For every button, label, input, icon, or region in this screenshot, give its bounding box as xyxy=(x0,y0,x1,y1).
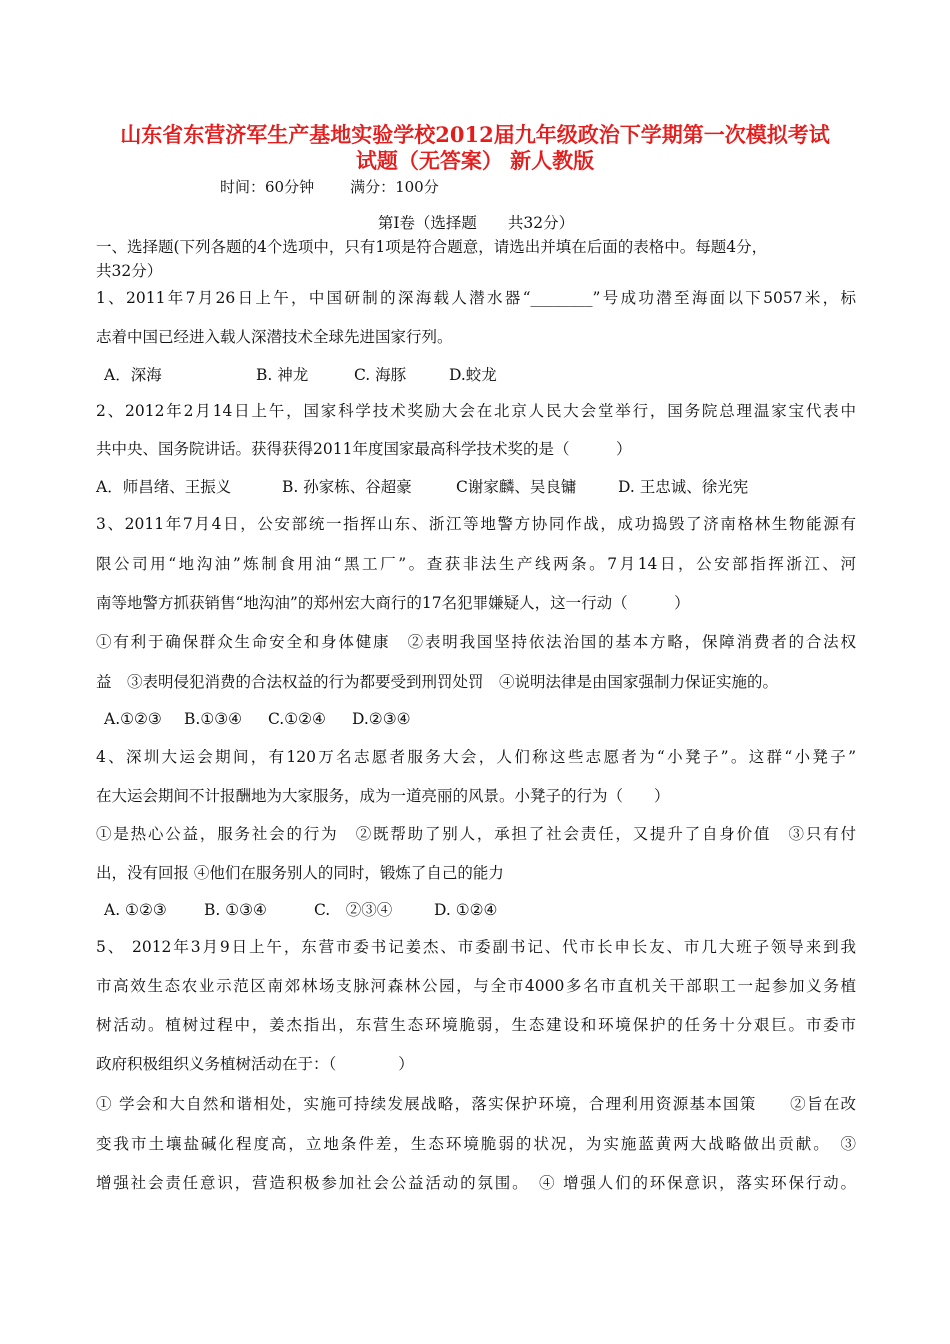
question-3-line: 3、2011年7月4日，公安部统一指挥山东、浙江等地警方协同作战，成功捣毁了济南格林生物能源有 xyxy=(96,515,856,533)
instruction-line: 共32分） xyxy=(96,262,163,280)
question-2-options xyxy=(96,476,748,498)
question-4-line: 4、深圳大运会期间，有120万名志愿者服务大会，人们称这些志愿者为“小凳子”。这群“小凳子” xyxy=(96,748,856,766)
exam-title-line1: 山东省东营济军生产基地实验学校2012届九年级政治下学期第一次模拟考试 xyxy=(120,122,830,147)
question-5-line: 5、 2012年3月9日上午，东营市委书记姜杰、市委副书记、代市长申长友、市几大班子领导来到我 xyxy=(96,938,856,956)
exam-title-line2: 试题（无答案） 新人教版 xyxy=(355,148,595,173)
option-d: D.蛟龙 xyxy=(449,366,497,384)
option-d: D. 王忠诚、徐光宪 xyxy=(618,478,749,496)
question-3-line: 限公司用“地沟油”炼制食用油“黑工厂”。查获非法生产线两条。7月14日，公安部指挥浙江、河 xyxy=(96,555,856,573)
question-5-line: 市高效生态农业示范区南郊林场支脉河森林公园，与全市4000多名市直机关干部职工一起参加义务植 xyxy=(96,977,856,995)
question-4-line: ①是热心公益，服务社会的行为 ②既帮助了别人，承担了社会责任，又提升了自身价值 ③只有付 xyxy=(96,825,856,843)
option-b: B. 孙家栋、谷超豪 xyxy=(282,478,412,496)
exam-meta xyxy=(220,176,439,198)
question-3-line: 益 ③表明侵犯消费的合法权益的行为都要受到刑罚处罚 ④说明法律是由国家强制力保证实施的。 xyxy=(96,673,779,691)
question-1-options xyxy=(104,364,497,386)
question-5-line: 变我市土壤盐碱化程度高，立地条件差，生态环境脆弱的状况，为实施蓝黄两大战略做出贡献。 ③ xyxy=(96,1135,856,1153)
question-5-line: 树活动。植树过程中，姜杰指出，东营生态环境脆弱，生态建设和环境保护的任务十分艰巨。市委市 xyxy=(96,1016,856,1034)
exam-score: 满分：100分 xyxy=(350,178,439,196)
option-d: D.②③④ xyxy=(352,710,411,728)
question-4-line: 出，没有回报 ④他们在服务别人的同时，锻炼了自己的能力 xyxy=(96,864,504,882)
question-3-line: ①有利于确保群众生命安全和身体健康 ②表明我国坚持依法治国的基本方略，保障消费者的合法权 xyxy=(96,633,856,651)
instruction-line: 一、选择题(下列各题的4个选项中，只有1项是符合题意，请选出并填在后面的表格中。每题4分， xyxy=(96,238,768,256)
exam-time: 时间：60分钟 xyxy=(220,178,315,196)
question-3-line: 南等地警方抓获销售“地沟油”的郑州宏大商行的17名犯罪嫌疑人，这一行动（ ） xyxy=(96,594,690,612)
option-c: C.①②④ xyxy=(268,710,326,728)
option-a: A．师昌绪、王振义 xyxy=(96,478,232,496)
option-b: B. 神龙 xyxy=(256,366,309,384)
option-c: C. 海豚 xyxy=(354,366,407,384)
section-heading: 第Ⅰ卷（选择题 共32分） xyxy=(377,214,575,232)
question-4-line: 在大运会期间不计报酬地为大家服务，成为一道亮丽的风景。小凳子的行为（ ） xyxy=(96,787,670,805)
option-b: B.①③④ xyxy=(184,710,243,728)
option-c: C谢家麟、吴良镛 xyxy=(456,478,577,496)
question-1-line: 志着中国已经进入载人深潜技术全球先进国家行列。 xyxy=(96,328,453,346)
question-3-options xyxy=(104,708,411,730)
option-c: C. ②③④ xyxy=(314,901,393,919)
option-a: A．深海 xyxy=(104,366,162,384)
question-5-line: 增强社会责任意识，营造积极参加社会公益活动的氛围。 ④ 增强人们的环保意识，落实环保行动。 xyxy=(96,1174,856,1192)
option-a: A.①②③ xyxy=(104,710,162,728)
question-4-options xyxy=(104,899,497,921)
option-a: A. ①②③ xyxy=(104,901,167,919)
question-2-line: 2、2012年2月14日上午，国家科学技术奖励大会在北京人民大会堂举行，国务院总理温家宝代表中 xyxy=(96,402,856,420)
question-1-line: 1、2011年7月26日上午，中国研制的深海载人潜水器“________”号成功潜至海面以下5057米，标 xyxy=(96,289,856,307)
question-5-line: ① 学会和大自然和谐相处，实施可持续发展战略，落实保护环境，合理利用资源基本国策 ②旨在改 xyxy=(96,1095,856,1113)
question-5-line: 政府积极组织义务植树活动在于：（ ） xyxy=(96,1055,414,1073)
option-d: D. ①②④ xyxy=(434,901,498,919)
option-b: B. ①③④ xyxy=(204,901,267,919)
question-2-line: 共中央、国务院讲话。获得获得2011年度国家最高科学技术奖的是（ ） xyxy=(96,440,632,458)
